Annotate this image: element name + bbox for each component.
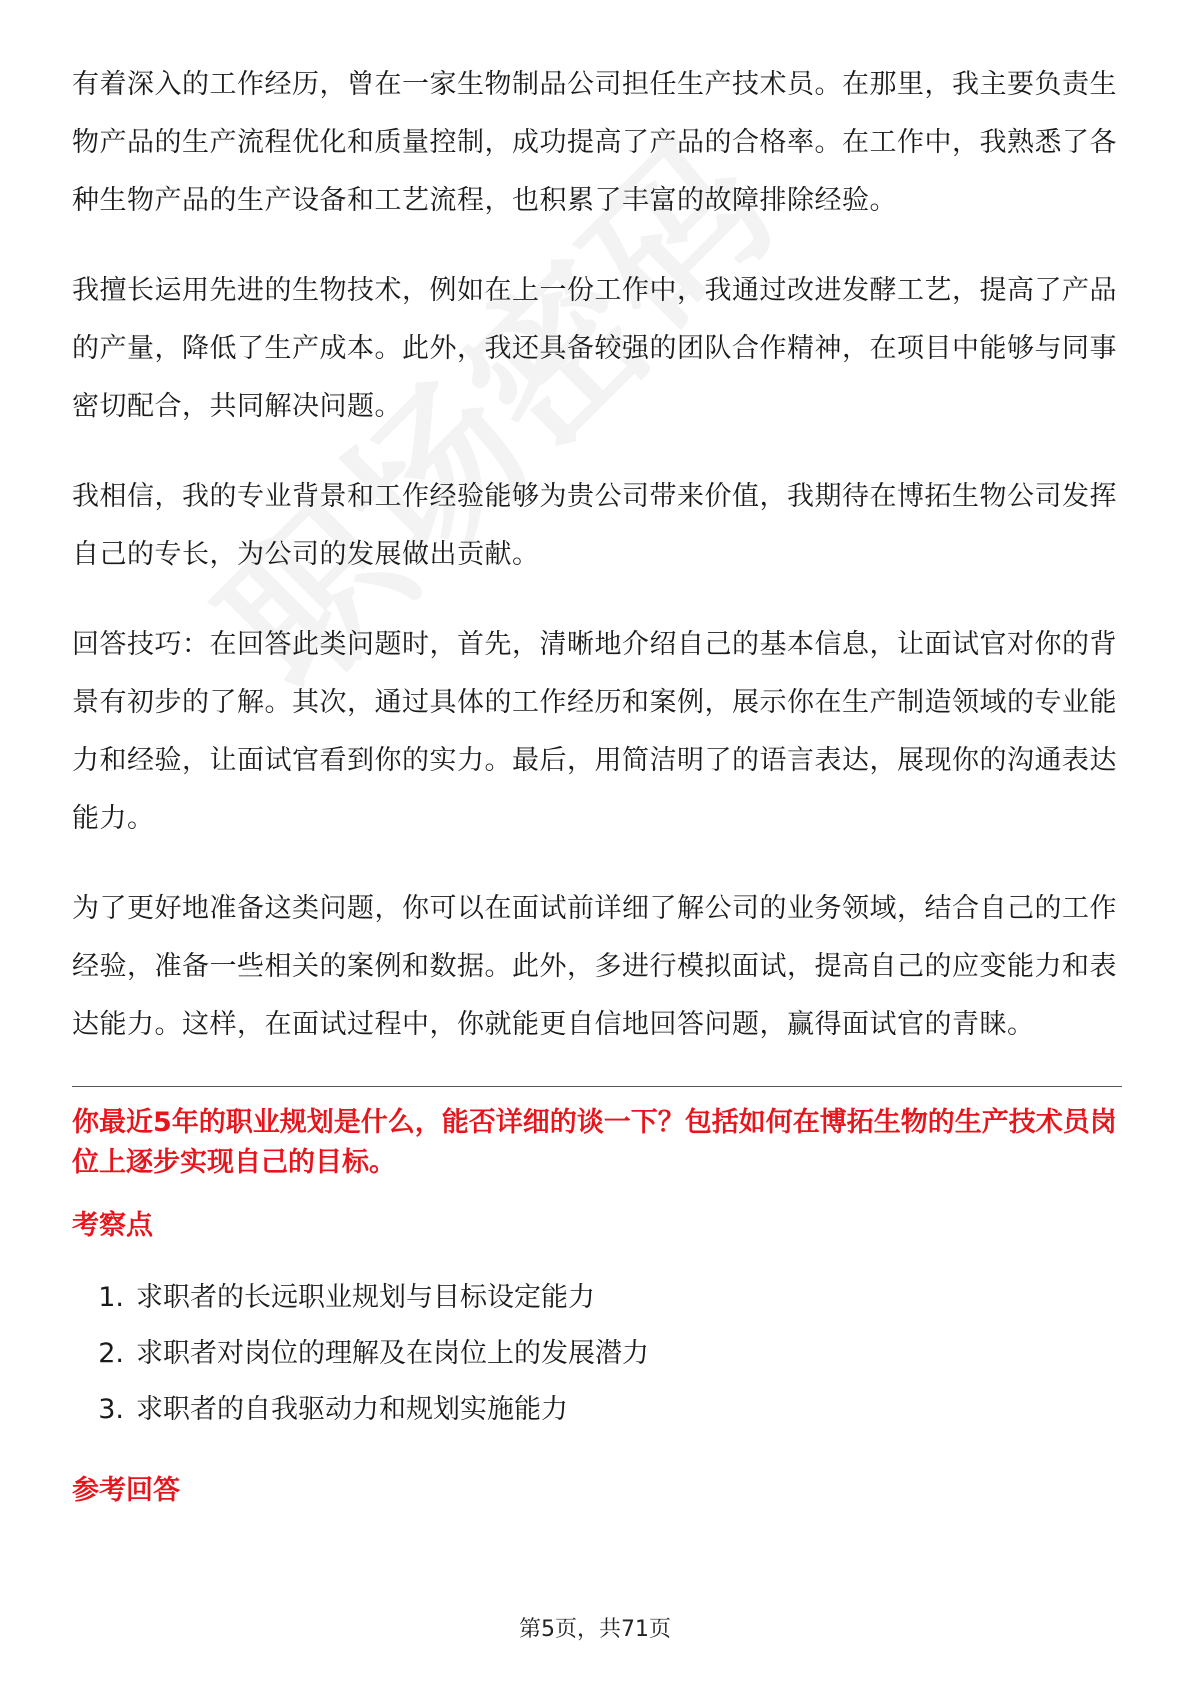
- answer-title: 参考回答: [72, 1475, 180, 1506]
- list-item: [72, 1326, 1122, 1382]
- list-text: 求职者对岗位的理解及在岗位上的发展潜力: [136, 1338, 649, 1369]
- list-text: 求职者的长远职业规划与目标设定能力: [136, 1282, 595, 1313]
- paragraph-skills: 我擅长运用先进的生物技术，例如在上一份工作中，我通过改进发酵工艺，提高了产品的产量，降低了生产成本。此外，我还具备较强的团队合作精神，在项目中能够与同事密切配合，共同解决问题。: [72, 275, 1117, 422]
- paragraph-tips: 回答技巧：在回答此类问题时，首先，清晰地介绍自己的基本信息，让面试官对你的背景有初步的了解。其次，通过具体的工作经历和案例，展示你在生产制造领域的专业能力和经验，让面试官看到你的实力。最后，用简洁明了的语言表达，展现你的沟通表达能力。: [72, 629, 1117, 834]
- points-title: 考察点: [72, 1210, 153, 1241]
- question-heading: 你最近5年的职业规划是什么，能否详细的谈一下？包括如何在博拓生物的生产技术员岗位上逐步实现自己的目标。: [72, 1107, 1117, 1178]
- list-number: 3.: [98, 1394, 124, 1425]
- points-list: [72, 1270, 1122, 1438]
- page-content: [72, 56, 1122, 1535]
- list-text: 求职者的自我驱动力和规划实施能力: [136, 1394, 568, 1425]
- page-footer: 第5页，共71页: [519, 1617, 671, 1642]
- paragraph-conclusion: 我相信，我的专业背景和工作经验能够为贵公司带来价值，我期待在博拓生物公司发挥自己的专长，为公司的发展做出贡献。: [72, 481, 1117, 570]
- list-number: 1.: [98, 1282, 124, 1313]
- list-item: [72, 1382, 1122, 1438]
- list-number: 2.: [98, 1338, 124, 1369]
- divider: [72, 1086, 1122, 1087]
- paragraph-experience: 有着深入的工作经历，曾在一家生物制品公司担任生产技术员。在那里，我主要负责生物产品的生产流程优化和质量控制，成功提高了产品的合格率。在工作中，我熟悉了各种生物产品的生产设备和工艺流程，也积累了丰富的故障排除经验。: [72, 69, 1117, 216]
- paragraph-preparation: 为了更好地准备这类问题，你可以在面试前详细了解公司的业务领域，结合自己的工作经验，准备一些相关的案例和数据。此外，多进行模拟面试，提高自己的应变能力和表达能力。这样，在面试过程中，你就能更自信地回答问题，赢得面试官的青睐。: [72, 893, 1117, 1040]
- list-item: [72, 1270, 1122, 1326]
